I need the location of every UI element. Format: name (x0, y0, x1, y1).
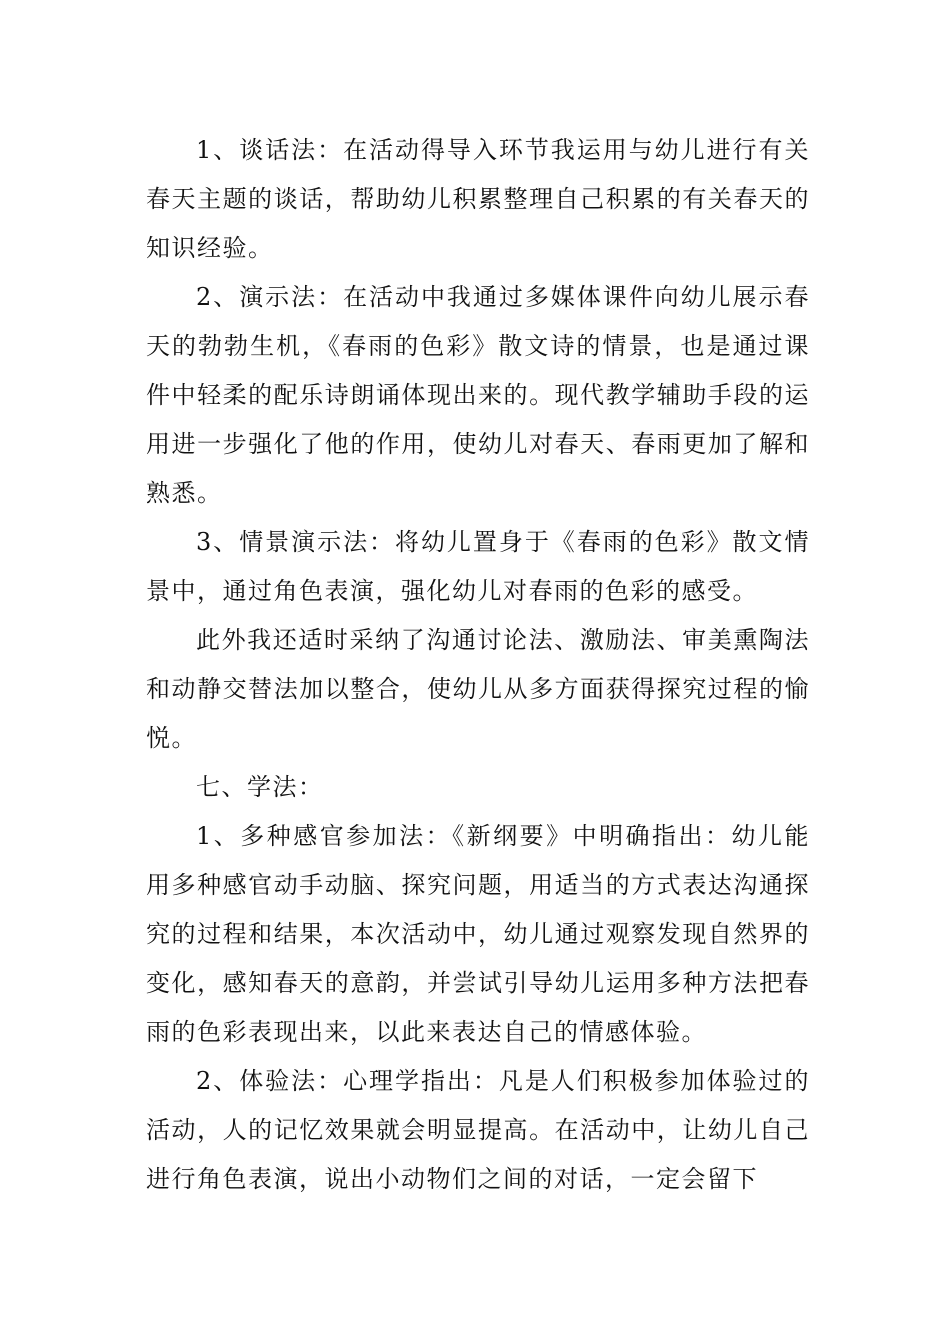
paragraph-experience-method: 2、体验法：心理学指出：凡是人们积极参加体验过的活动，人的记忆效果就会明显提高。在活动中，让幼儿自己进行角色表演，说出小动物们之间的对话，一定会留下 (146, 1067, 810, 1193)
paragraph-other-methods: 此外我还适时采纳了沟通讨论法、激励法、审美熏陶法和动静交替法加以整合，使幼儿从多方面获得探究过程的愉悦。 (146, 626, 810, 752)
paragraph-multi-sense-method: 1、多种感官参加法：《新纲要》中明确指出：幼儿能用多种感官动手动脑、探究问题，用适当的方式表达沟通探究的过程和结果，本次活动中，幼儿通过观察发现自然界的变化，感知春天的意韵，并尝试引导幼儿运用多种方法把春雨的色彩表现出来，以此来表达自己的情感体验。 (146, 822, 810, 1046)
paragraph-scene-demo-method: 3、情景演示法：将幼儿置身于《春雨的色彩》散文情景中，通过角色表演，强化幼儿对春雨的色彩的感受。 (146, 528, 810, 605)
section-heading-study-methods: 七、学法： (196, 773, 324, 801)
paragraph-talk-method: 1、谈话法：在活动得导入环节我运用与幼儿进行有关春天主题的谈话，帮助幼儿积累整理自己积累的有关春天的知识经验。 (146, 136, 810, 262)
document-body (146, 126, 810, 1204)
paragraph-demo-method: 2、演示法：在活动中我通过多媒体课件向幼儿展示春天的勃勃生机，《春雨的色彩》散文诗的情景，也是通过课件中轻柔的配乐诗朗诵体现出来的。现代教学辅助手段的运用进一步强化了他的作用，使幼儿对春天、春雨更加了解和熟悉。 (146, 283, 810, 507)
